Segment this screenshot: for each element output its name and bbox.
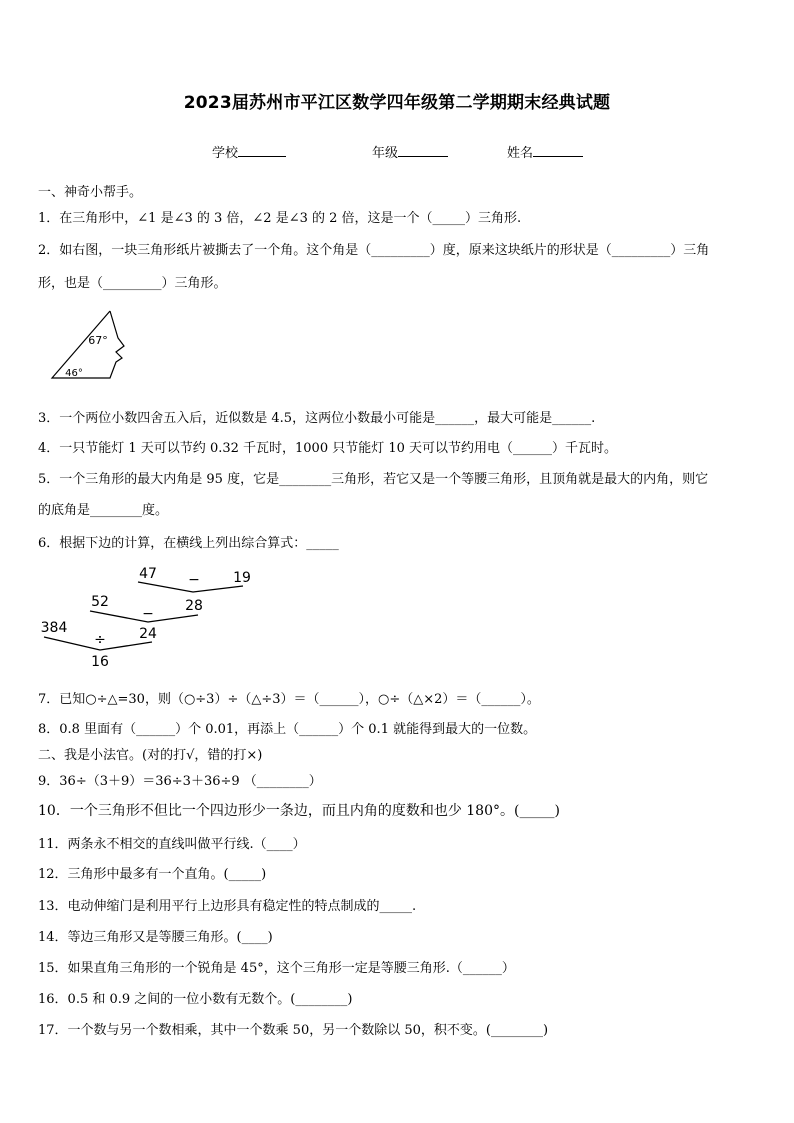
operator-divide: ÷ [94, 632, 106, 648]
grade-label: 年级 [372, 146, 399, 161]
question-13: 13．电动伸缩门是利用平行上边形具有稳定性的特点制成的_____. [38, 899, 417, 914]
school-blank[interactable] [238, 144, 286, 157]
section2-heading: 二、我是小法官。(对的打√，错的打×) [38, 748, 263, 763]
question-6: 6．根据下边的计算，在横线上列出综合算式：_____ [38, 536, 339, 551]
section1-heading: 一、神奇小帮手。 [38, 185, 143, 200]
question-11: 11．两条永不相交的直线叫做平行线.（____） [38, 837, 306, 852]
question-10: 10．一个三角形不但比一个四边形少一条边，而且内角的度数和也少 180°。(_____) [38, 803, 560, 819]
question-4: 4．一只节能灯 1 天可以节约 0.32 千瓦时，1000 只节能灯 10 天可以节约用电（______）千瓦时。 [38, 441, 618, 456]
question-15: 15．如果直角三角形的一个锐角是 45°，这个三角形一定是等腰三角形.（______） [38, 961, 515, 976]
question-14: 14．等边三角形又是等腰三角形。(____) [38, 930, 273, 945]
grade-field [372, 142, 448, 161]
name-label: 姓名 [507, 146, 534, 161]
question-1: 1．在三角形中，∠1 是∠3 的 3 倍，∠2 是∠3 的 2 倍，这是一个（_____）三角形. [38, 211, 522, 226]
angle-67-label: 67° [88, 334, 108, 347]
question-12: 12．三角形中最多有一个直角。(_____) [38, 867, 267, 882]
calculation-tree-figure [38, 560, 268, 672]
page-title: 2023届苏州市平江区数学四年级第二学期期末经典试题 [183, 93, 611, 113]
question-8: 8．0.8 里面有（______）个 0.01，再添上（______）个 0.1 就能得到最大的一位数。 [38, 722, 537, 737]
number-19: 19 [233, 570, 251, 586]
name-blank[interactable] [533, 144, 583, 157]
number-47: 47 [139, 566, 157, 582]
grade-blank[interactable] [398, 144, 448, 157]
question-5-line1: 5．一个三角形的最大内角是 95 度，它是________三角形，若它又是一个等腰三角形，且顶角就是最大的内角，则它 [38, 472, 709, 487]
question-2-line2: 形，也是（_________）三角形。 [38, 276, 227, 291]
question-7: 7．已知○÷△=30，则（○÷3）÷（△÷3）＝（______），○÷（△×2）＝（______）。 [38, 692, 540, 707]
name-field [507, 142, 583, 161]
angle-46-label: 46° [65, 368, 83, 379]
question-5-line2: 的底角是________度。 [38, 503, 169, 518]
number-52: 52 [91, 594, 109, 610]
number-24: 24 [139, 626, 157, 642]
number-16: 16 [91, 654, 109, 670]
torn-triangle-figure [46, 308, 138, 384]
operator-minus-2: − [142, 606, 154, 622]
number-384: 384 [40, 620, 68, 636]
question-9: 9．36÷（3＋9）＝36÷3＋36÷9 （________） [38, 774, 322, 789]
question-17: 17．一个数与另一个数相乘，其中一个数乘 50，另一个数除以 50，积不变。(________) [38, 1023, 549, 1038]
school-field [212, 142, 286, 161]
question-3: 3．一个两位小数四舍五入后，近似数是 4.5，这两位小数最小可能是______，最大可能是______. [38, 411, 596, 426]
school-label: 学校 [212, 146, 239, 161]
question-2-line1: 2．如右图，一块三角形纸片被撕去了一个角。这个角是（_________）度，原来这块纸片的形状是（_________）三角 [38, 243, 710, 258]
operator-minus-1: − [188, 572, 200, 588]
question-16: 16．0.5 和 0.9 之间的一位小数有无数个。(________) [38, 992, 353, 1007]
number-28: 28 [185, 598, 203, 614]
